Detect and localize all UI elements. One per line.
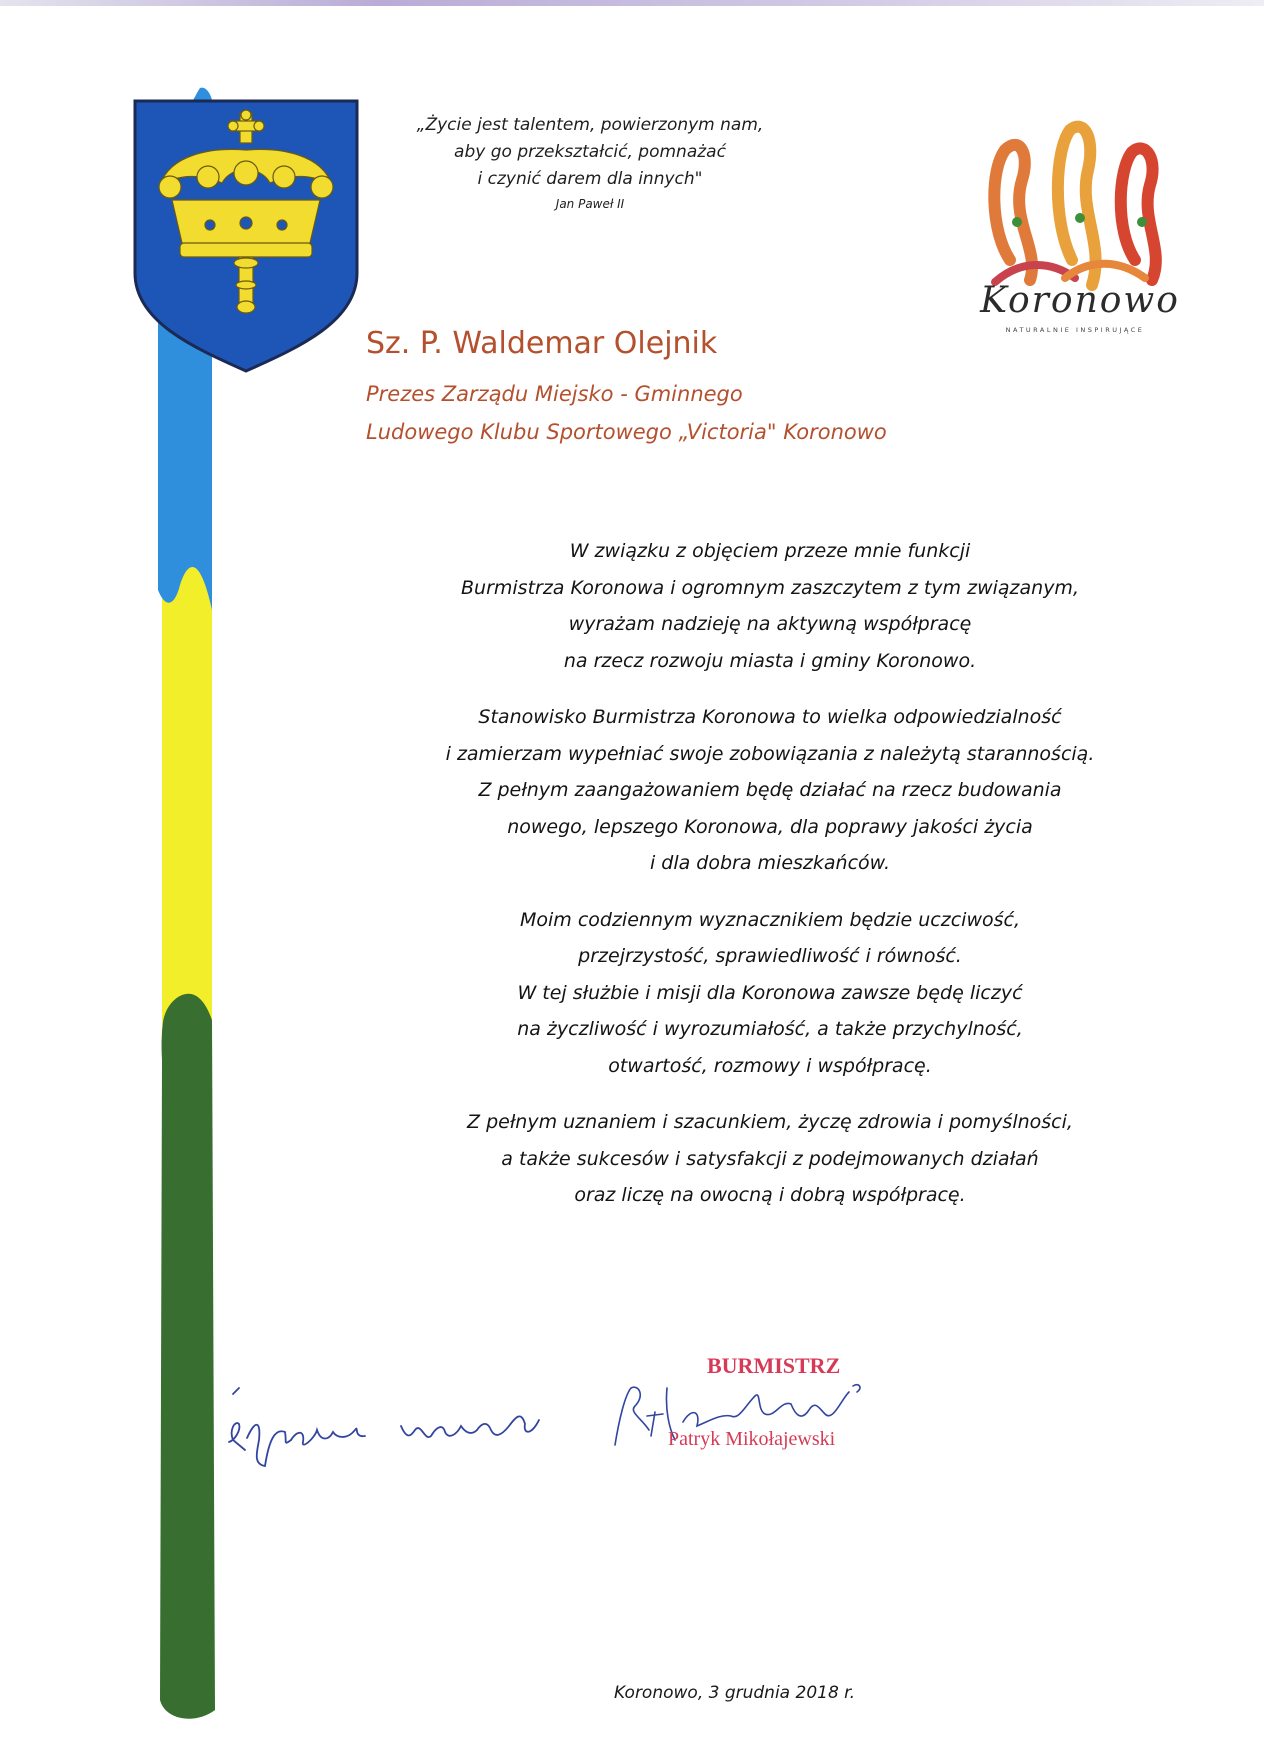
handwritten-greeting [225,1380,605,1470]
body-line: nowego, lepszego Koronowa, dla poprawy jakości życia [507,815,1033,838]
body-line: Z pełnym uznaniem i szacunkiem, życzę zdrowia i pomyślności, [467,1111,1073,1133]
band-green [160,985,215,1719]
body-line: a także sukcesów i satysfakcji z podejmowanych działań [501,1147,1039,1170]
body-line: Z pełnym zaangażowaniem będę działać na rzecz budowania [478,779,1062,801]
body-line: na życzliwość i wyrozumiałość, a także przychylność, [517,1018,1023,1040]
body-line: W związku z objęciem przeze mnie funkcji [569,540,971,562]
body-line: W tej służbie i misji dla Koronowa zawsze będę liczyć [517,981,1023,1004]
logo-wordmark: Koronowo [980,280,1180,321]
paragraph [380,902,1160,1085]
paragraph [380,533,1160,679]
quote-line: „Życie jest talentem, powierzonym nam, [416,115,764,135]
quote-line: i czynić darem dla innych" [477,169,703,189]
body-line: i dla dobra mieszkańców. [649,852,891,874]
stamp-name: Patryk Mikołajewski [668,1428,836,1450]
body-line: Stanowisko Burmistrza Koronowa to wielka odpowiedzialność [478,706,1062,728]
recipient-title-line: Prezes Zarządu Miejsko - Gminnego [366,382,743,406]
recipient-title-line: Ludowego Klubu Sportowego „Victoria" Koronowo [366,420,887,444]
paragraph [380,699,1160,882]
coat-of-arms [130,95,362,375]
letter-body [380,533,1160,1234]
body-line: wyrażam nadzieję na aktywną współpracę [568,613,972,635]
date-line: Koronowo, 3 grudnia 2018 r. [614,1683,856,1703]
paragraph [380,1104,1160,1214]
body-line: otwartość, rozmowy i współpracę. [608,1054,932,1077]
quote-author: Jan Paweł II [555,197,625,211]
logo-tagline: NATURALNIE INSPIRUJĄCE [1005,326,1145,334]
body-line: na rzecz rozwoju miasta i gminy Koronowo. [563,649,977,672]
recipient-name: Sz. P. Waldemar Olejnik [366,326,718,361]
body-line: Moim codziennym wyznacznikiem będzie uczciwość, [519,908,1021,931]
body-line: oraz liczę na owocną i dobrą współpracę. [574,1184,966,1206]
body-line: przejrzystość, sprawiedliwość i równość. [578,945,962,967]
stamp-title: BURMISTRZ [707,1353,841,1378]
quote-block [360,112,820,211]
recipient-block [366,326,1006,451]
body-line: Burmistrza Koronowa i ogromnym zaszczytem z tym związanym, [461,576,1079,599]
quote-line: aby go przekształcić, pomnażać [454,142,726,162]
body-line: i zamierzam wypełniać swoje zobowiązania z należytą starannością. [445,742,1095,765]
